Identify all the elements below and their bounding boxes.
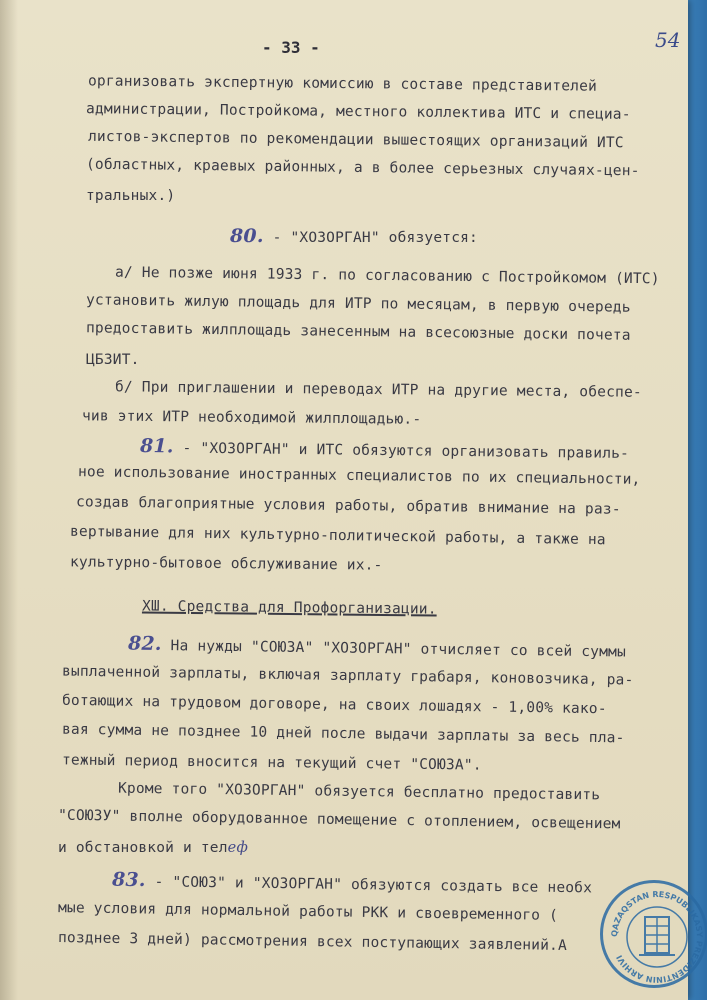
- para-a-line: ЦБЗИТ.: [86, 352, 140, 368]
- para-a-line: а/ Не позже июня 1933 г. по согласованию с Постройкомом (ИТС): [114, 264, 660, 288]
- stamp-ring-text: QAZAQSTAN RESPUBLIKASY PREZIDENTININ ARHIVI: [609, 889, 705, 985]
- section-heading: ХШ. Средства для Профорганизации.: [141, 598, 437, 618]
- para-also-line: "СОЮЗУ" вполне оборудованное помещение с отоплением, освещением: [57, 807, 621, 833]
- archive-stamp: [600, 880, 707, 988]
- item-83-text: - "СОЮЗ" и "ХОЗОРГАН" обязуются создать все необх: [154, 874, 593, 897]
- item-81-line: вертывание для них культурно-политической работы, а также на: [69, 523, 606, 549]
- item-number-83: 83.: [111, 868, 146, 892]
- item-82-line: ботающих на трудовом договоре, на своих лошадях - 1,00% како-: [61, 692, 607, 718]
- page-number: - 33 -: [262, 38, 320, 57]
- text-line: тральных.): [86, 188, 176, 204]
- handwritten-insert: еф: [227, 840, 249, 856]
- item-80-line: [230, 225, 478, 247]
- telephone-text: и обстановкой и тел: [58, 840, 228, 856]
- item-number-82: 82.: [127, 632, 162, 655]
- para-b-line: б/ При приглашении и переводах ИТР на другие места, обеспе-: [114, 379, 642, 401]
- item-81-line: ное использование иностранных специалистов по их специальности,: [77, 464, 641, 488]
- item-82-line: вая сумма не позднее 10 дней после выдачи зарплаты за весь пла-: [61, 721, 625, 747]
- item-82-line: тежный период вносится на текущий счет "СОЮЗА".: [61, 752, 482, 774]
- item-81-text: - "ХОЗОРГАН" и ИТС обязуются организовать правиль-: [182, 440, 630, 462]
- item-81-line: создав благоприятные условия работы, обратив внимание на раз-: [75, 494, 621, 518]
- archive-folio-number: 54: [655, 28, 681, 52]
- item-82-line: выплаченной зарплаты, включая зарплату грабаря, коновозчика, ра-: [61, 663, 634, 689]
- item-81-line: [140, 435, 629, 463]
- item-number-81: 81.: [139, 435, 174, 458]
- para-b-line: чив этих ИТР необходимой жилплощадью.-: [81, 408, 422, 428]
- item-number-80: 80.: [230, 225, 264, 247]
- text-line: администрации, Постройкома, местного коллектива ИТС и специа-: [85, 101, 631, 123]
- item-81-line: культурно-бытовое обслуживание их.-: [69, 554, 383, 574]
- para-a-line: установить жилую площадь для ИТР по месяцам, в первую очередь: [85, 292, 631, 316]
- item-83-line: мые условия для нормальной работы РКК и своевременного (: [57, 900, 559, 924]
- para-also-line: Кроме того "ХОЗОРГАН" обязуется бесплатно предоставить: [117, 780, 601, 804]
- para-a-line: предоставить жилплощадь занесенным на всесоюзные доски почета: [85, 320, 631, 344]
- archive-stamp-icon: [603, 883, 707, 991]
- text-line: (областных, краевых районных, а в более серьезных случаях-цен-: [85, 156, 640, 180]
- item-82-text: На нужды "СОЮЗА" "ХОЗОРГАН" отчисляет со всей суммы: [170, 638, 627, 661]
- text-line: листов-экспертов по рекомендации вышестоящих организаций ИТС: [87, 128, 624, 152]
- item-83-line: позднее 3 дней) рассмотрения всех поступающих заявлений.А: [57, 930, 568, 954]
- item-82-line: [128, 633, 626, 662]
- telephone-line: [58, 840, 248, 856]
- item-83-line: [112, 869, 592, 898]
- text-line: организовать экспертную комиссию в составе представителей: [87, 73, 598, 95]
- item-80-text: - "ХОЗОРГАН" обязуется:: [272, 230, 478, 246]
